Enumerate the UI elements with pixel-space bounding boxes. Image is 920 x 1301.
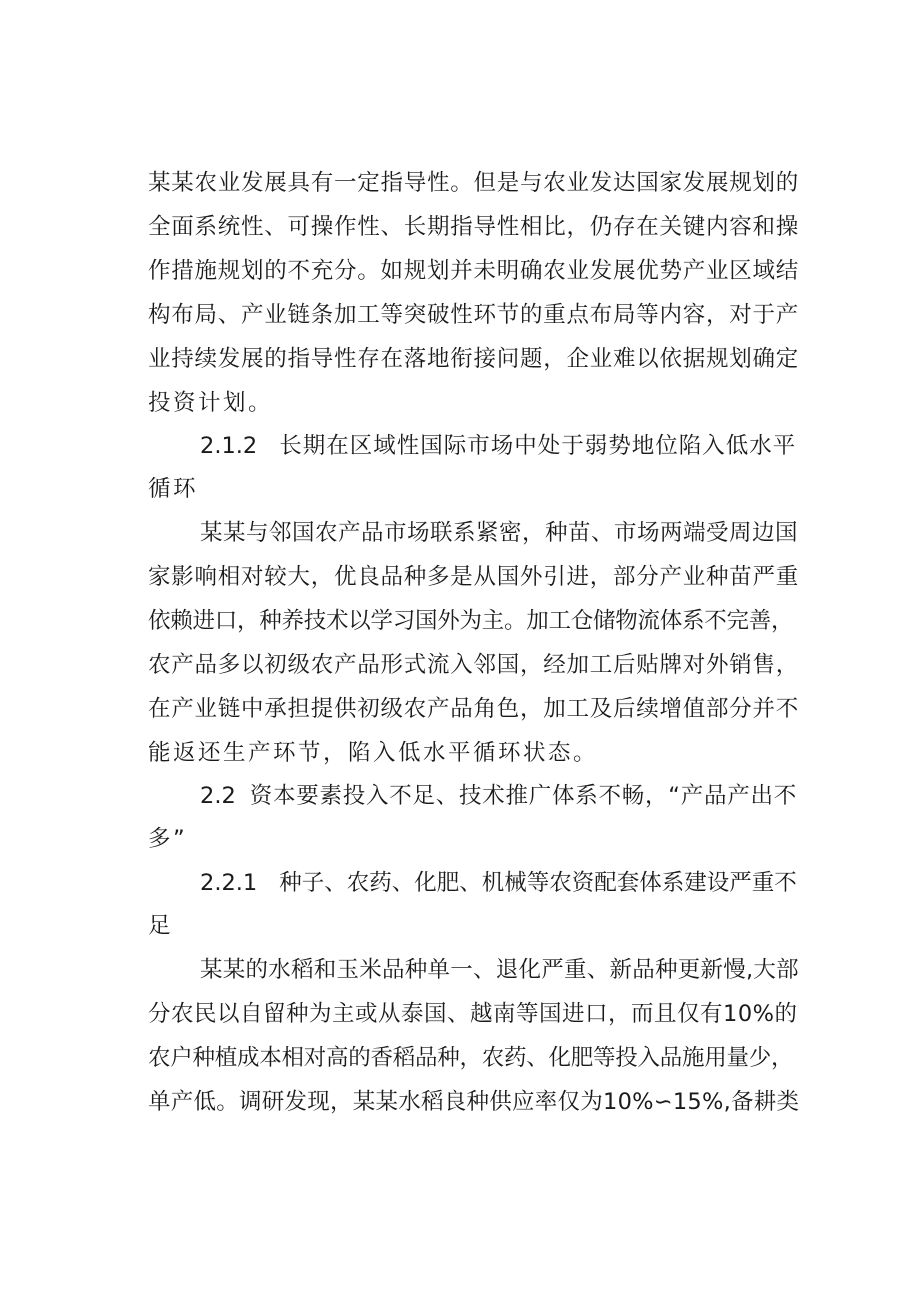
body-text-line: 家影响相对较大，优良品种多是从国外引进，部分产业种苗严重 [148,564,800,590]
section-title: 长期在区域性国际市场中处于弱势地位陷入低水平 [279,433,797,459]
body-text-line: 某某农业发展具有一定指导性。但是与农业发达国家发展规划的 [148,170,800,196]
section-title: 资本要素投入不足、技术推广体系不畅，“产品产出不 [249,783,797,809]
body-text-line: 能返还生产环节，陷入低水平循环状态。 [148,740,599,766]
body-text-line: 投资计划。 [148,390,274,416]
body-text-line: 分农民以自留种为主或从泰国、越南等国进口，而且仅有10%的 [148,1001,798,1027]
section-number: 2.2 [200,783,236,809]
body-text-line: 农产品多以初级农产品形式流入邻国，经加工后贴牌对外销售， [148,652,800,678]
section-heading [200,868,797,898]
section-heading [200,431,796,461]
body-text-line: 在产业链中承担提供初级农产品角色，加工及后续增值部分并不 [148,696,800,722]
section-title: 种子、农药、化肥、机械等农资配套体系建设严重不 [279,870,797,896]
body-text-line: 业持续发展的指导性存在落地衔接问题，企业难以依据规划确定 [148,346,800,372]
body-text-line: 某某的水稻和玉米品种单一、退化严重、新品种更新慢,大部 [200,957,799,983]
body-text-line: 单产低。调研发现，某某水稻良种供应率仅为10%∽15%,备耕类 [148,1089,800,1115]
section-title-continuation: 循环 [148,476,199,502]
body-text-line: 全面系统性、可操作性、长期指导性相比，仍存在关键内容和操 [148,214,800,240]
section-title-continuation: 足 [148,913,174,939]
section-number: 2.2.1 [200,870,258,896]
section-number: 2.1.2 [200,433,258,459]
body-text-line: 农户种植成本相对高的香稻品种，农药、化肥等投入品施用量少， [148,1045,794,1071]
body-text-line: 作措施规划的不充分。如规划并未明确农业发展优势产业区域结 [148,258,800,284]
body-text-line: 依赖进口，种养技术以学习国外为主。加工仓储物流体系不完善， [148,608,794,634]
section-title-continuation: 多” [148,826,188,852]
section-heading [200,781,797,811]
body-text-line: 构布局、产业链条加工等突破性环节的重点布局等内容，对于产 [148,302,800,328]
body-text-line: 某某与邻国农产品市场联系紧密，种苗、市场两端受周边国 [200,520,799,546]
